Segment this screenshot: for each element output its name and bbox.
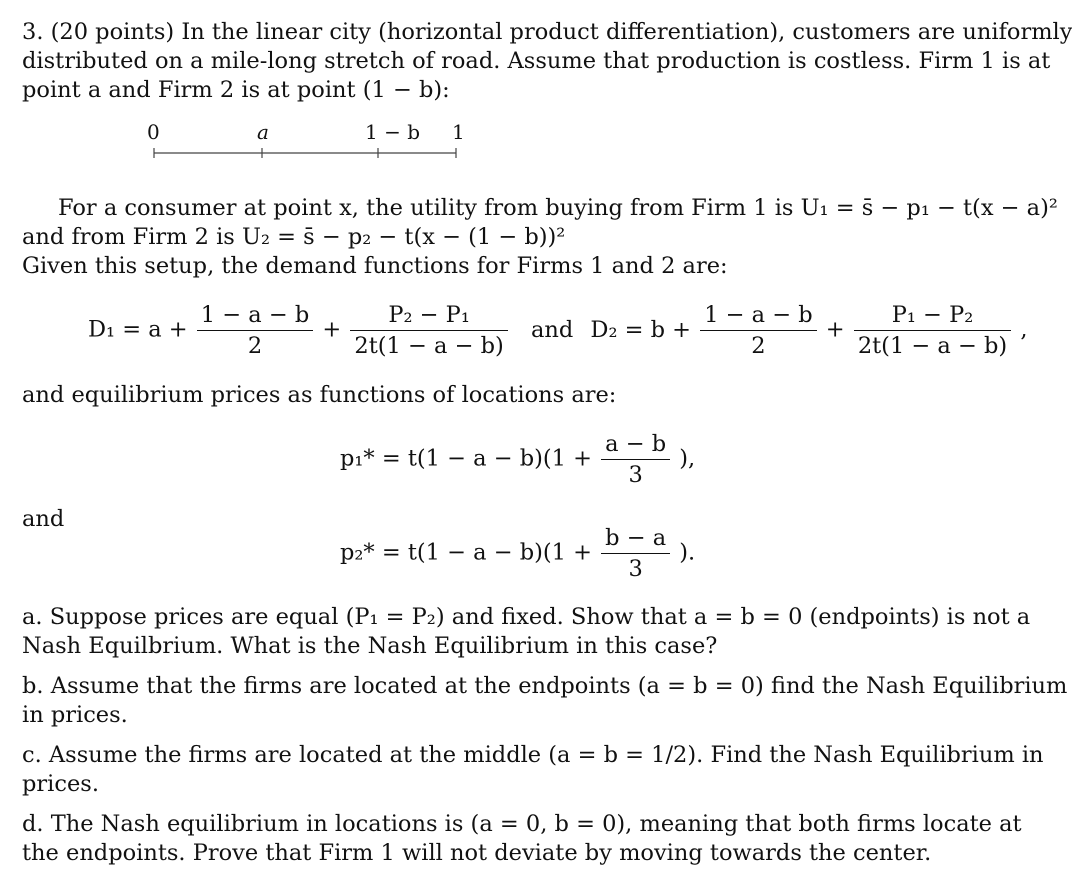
number-line-label-1-minus-b: 1 − b bbox=[365, 120, 420, 144]
p1-tail: ), bbox=[679, 445, 696, 472]
part-a-line-1: a. Suppose prices are equal (P₁ = P₂) and fixed. Show that a = b = 0 (endpoints) is not a bbox=[22, 604, 1031, 630]
part-c-line-1: c. Assume the firms are located at the middle (a = b = 1/2). Find the Nash Equilibrium in bbox=[22, 742, 1044, 768]
p1-frac-num: a − b bbox=[601, 431, 670, 460]
part-b-line-1: b. Assume that the firms are located at the endpoints (a = b = 0) find the Nash Equilibrium bbox=[22, 673, 1068, 699]
d1-plus: + bbox=[322, 316, 342, 343]
p1-frac-den: 3 bbox=[628, 462, 643, 488]
frac-d2-first-den: 2 bbox=[751, 333, 766, 359]
p2-frac-num: b − a bbox=[601, 525, 670, 554]
demand-equations bbox=[88, 302, 1027, 359]
d1-lhs: D₁ = a + bbox=[88, 316, 188, 343]
intro-line-3: point a and Firm 2 is at point (1 − b): bbox=[22, 77, 450, 103]
p1-equation bbox=[340, 431, 695, 488]
number-line bbox=[150, 145, 462, 161]
frac-d1-first-den: 2 bbox=[247, 333, 263, 359]
d2-lhs: D₂ = b + bbox=[590, 316, 692, 343]
p2-tail: ). bbox=[679, 539, 696, 566]
part-b-line-2: in prices. bbox=[22, 702, 128, 728]
frac-d2-first-num: 1 − a − b bbox=[700, 302, 816, 331]
frac-d1-second-den: 2t(1 − a − b) bbox=[354, 333, 504, 359]
p1-frac bbox=[601, 431, 670, 488]
frac-d1-first-num: 1 − a − b bbox=[197, 302, 313, 331]
frac-d2-second-num: P₁ − P₂ bbox=[854, 302, 1011, 331]
p1-lhs: p₁* = t(1 − a − b)(1 + bbox=[340, 445, 592, 472]
d2-plus: + bbox=[825, 316, 845, 343]
number-line-label-0: 0 bbox=[147, 120, 160, 144]
frac-d2-first bbox=[700, 302, 816, 359]
part-c-line-2: prices. bbox=[22, 771, 99, 797]
frac-d1-second-num: P₂ − P₁ bbox=[350, 302, 507, 331]
equilibrium-and: and bbox=[22, 506, 65, 532]
part-a-line-2: Nash Equilbrium. What is the Nash Equilibrium in this case? bbox=[22, 633, 718, 659]
utility-line-2: and from Firm 2 is U₂ = s̄ − p₂ − t(x − (1 − b))² bbox=[22, 224, 566, 250]
p2-equation bbox=[340, 525, 695, 582]
number-line-label-a: a bbox=[257, 120, 269, 144]
p2-frac bbox=[601, 525, 670, 582]
p2-lhs: p₂* = t(1 − a − b)(1 + bbox=[340, 539, 592, 566]
frac-d2-second-den: 2t(1 − a − b) bbox=[857, 333, 1008, 359]
frac-d1-second bbox=[350, 302, 507, 359]
frac-d1-first bbox=[197, 302, 313, 359]
frac-d2-second bbox=[854, 302, 1011, 359]
intro-line-2: distributed on a mile-long stretch of road. Assume that production is costless. Firm 1 is at bbox=[22, 48, 1051, 74]
p2-frac-den: 3 bbox=[628, 556, 643, 582]
equilibrium-intro: and equilibrium prices as functions of locations are: bbox=[22, 382, 617, 408]
number-line-label-1: 1 bbox=[452, 120, 465, 144]
utility-line-3: Given this setup, the demand functions for Firms 1 and 2 are: bbox=[22, 253, 728, 279]
part-d-line-1: d. The Nash equilibrium in locations is (a = 0, b = 0), meaning that both firms locate at bbox=[22, 811, 1022, 837]
intro-line-1: 3. (20 points) In the linear city (horizontal product differentiation), customers are uniformly bbox=[22, 19, 1072, 45]
part-d-line-2: the endpoints. Prove that Firm 1 will not deviate by moving towards the center. bbox=[22, 840, 932, 866]
demand-and: and bbox=[530, 316, 574, 343]
demand-trailing-comma: , bbox=[1020, 316, 1028, 343]
utility-line-1: For a consumer at point x, the utility from buying from Firm 1 is U₁ = s̄ − p₁ − t(x − a)² bbox=[58, 195, 1058, 221]
